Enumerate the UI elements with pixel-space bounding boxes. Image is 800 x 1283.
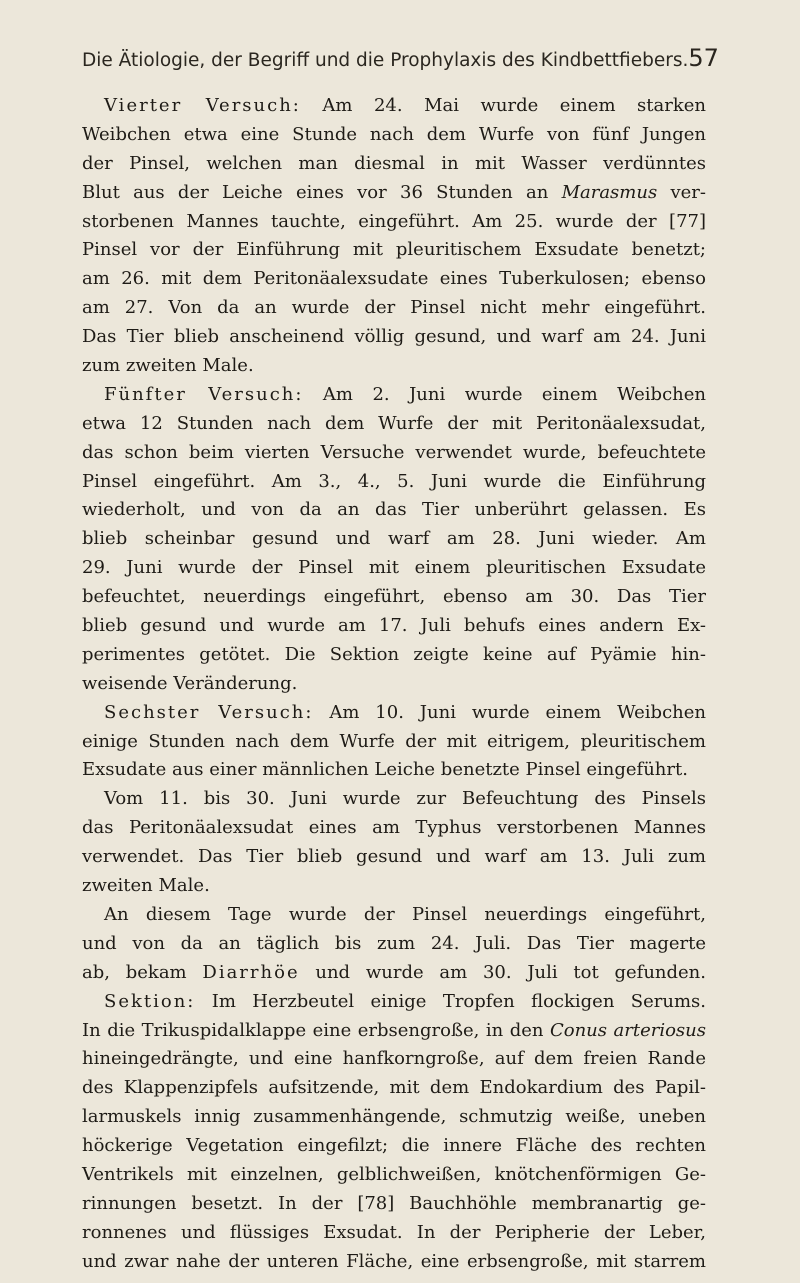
text-run: des Klappenzipfels aufsitzende, mit dem Endokardium des Papil-: [82, 1077, 706, 1099]
text-line: [82, 1017, 706, 1046]
text-line: [82, 121, 706, 150]
running-title: Die Ätiologie, der Begriff und die Prophylaxis des Kindbettfiebers.: [82, 50, 689, 71]
text-line: [82, 92, 706, 121]
text-run: ver-: [657, 181, 706, 203]
text-line: [82, 583, 706, 612]
text-run: Ventrikels mit einzelnen, gelblichweißen, knötchenförmigen Ge-: [82, 1163, 706, 1185]
text-run: storbenen Mannes tauchte, eingeführt. Am 25. wurde der [77]: [82, 210, 706, 232]
text-line: [82, 1219, 706, 1248]
text-line: [82, 1103, 706, 1132]
text-run: Das Tier blieb anscheinend völlig gesund, und warf am 24. Juni: [82, 326, 706, 348]
text-line: [82, 785, 706, 814]
text-run: wiederholt, und von da an das Tier unberührt gelassen. Es: [82, 499, 706, 521]
italic-term: Conus arteriosus: [549, 1019, 706, 1041]
text-run: am 26. mit dem Peritonäalexsudate eines Tuberkulosen; ebenso: [82, 268, 706, 290]
text-line: [82, 699, 706, 728]
running-header: [82, 44, 719, 72]
text-line: [82, 1045, 706, 1074]
text-run: blieb scheinbar gesund und warf am 28. Juni wieder. Am: [82, 528, 706, 550]
text-run: Pinsel vor der Einführung mit pleuritischem Exsudate benetzt;: [82, 239, 706, 261]
text-line: [82, 756, 706, 785]
italic-term: Marasmus: [561, 181, 658, 203]
text-line: [82, 352, 706, 381]
text-run: Weibchen etwa eine Stunde nach dem Wurfe von fünf Jungen: [82, 123, 706, 145]
text-line: [82, 265, 706, 294]
text-run: zweiten Male.: [82, 875, 210, 897]
text-line: [82, 1161, 706, 1190]
text-line: [82, 294, 706, 323]
text-run: und zwar nahe der unteren Fläche, eine erbsengroße, mit starrem: [82, 1250, 706, 1272]
text-run: An diesem Tage wurde der Pinsel neuerdings eingeführt,: [104, 903, 706, 925]
text-line: [82, 612, 706, 641]
text-run: weisende Veränderung.: [82, 672, 298, 694]
spaced-term: Sektion:: [104, 990, 196, 1012]
text-line: [82, 236, 706, 265]
page-number: 57: [688, 44, 719, 72]
text-line: [82, 496, 706, 525]
text-line: [82, 959, 706, 988]
spaced-term: Sechster Versuch:: [104, 701, 314, 723]
body-text: [82, 92, 706, 1277]
text-line: [82, 872, 706, 901]
text-run: Im Herzbeutel einige Tropfen flockigen Serums.: [195, 990, 706, 1012]
text-run: befeuchtet, neuerdings eingeführt, ebenso am 30. Das Tier: [82, 586, 706, 608]
text-run: hineingedrängte, und eine hanfkorngroße, auf dem freien Rande: [82, 1048, 706, 1070]
text-run: rinnungen besetzt. In der [78] Bauchhöhle membranartig ge-: [82, 1192, 706, 1214]
text-line: [82, 670, 706, 699]
text-line: [82, 323, 706, 352]
text-line: [82, 381, 706, 410]
text-run: Vom 11. bis 30. Juni wurde zur Befeuchtung des Pinsels: [104, 788, 706, 810]
text-line: [82, 1248, 706, 1277]
text-run: am 27. Von da an wurde der Pinsel nicht mehr eingeführt.: [82, 297, 706, 319]
text-run: das schon beim vierten Versuche verwendet wurde, befeuchtete: [82, 441, 706, 463]
text-line: [82, 1190, 706, 1219]
text-run: und wurde am 30. Juli tot gefunden.: [299, 961, 706, 983]
spaced-term: Diarrhöe: [202, 961, 300, 983]
text-line: [82, 150, 706, 179]
text-line: [82, 930, 706, 959]
text-line: [82, 728, 706, 757]
text-line: [82, 410, 706, 439]
text-run: Am 10. Juni wurde einem Weibchen: [313, 701, 706, 723]
text-run: einige Stunden nach dem Wurfe der mit eitrigem, pleuritischem: [82, 730, 706, 752]
text-run: 29. Juni wurde der Pinsel mit einem pleuritischen Exsudate: [82, 557, 706, 579]
text-run: Pinsel eingeführt. Am 3., 4., 5. Juni wurde die Einführung: [82, 470, 706, 492]
text-run: ab, bekam: [82, 961, 203, 983]
text-run: Am 24. Mai wurde einem starken: [300, 95, 706, 116]
spaced-term: Vierter Versuch:: [104, 95, 301, 116]
text-run: larmuskels innig zusammenhängende, schmutzig weiße, uneben: [82, 1106, 706, 1128]
spaced-term: Fünfter Versuch:: [104, 383, 304, 405]
text-line: [82, 468, 706, 497]
text-line: [82, 843, 706, 872]
text-run: der Pinsel, welchen man diesmal in mit Wasser verdünntes: [82, 152, 706, 174]
text-run: das Peritonäalexsudat eines am Typhus verstorbenen Mannes: [82, 817, 706, 839]
text-line: [82, 179, 706, 208]
text-run: perimentes getötet. Die Sektion zeigte keine auf Pyämie hin-: [82, 643, 706, 665]
text-line: [82, 988, 706, 1017]
text-line: [82, 814, 706, 843]
text-line: [82, 208, 706, 237]
text-run: und von da an täglich bis zum 24. Juli. Das Tier magerte: [82, 932, 706, 954]
text-run: Am 2. Juni wurde einem Weibchen: [303, 383, 706, 405]
text-line: [82, 901, 706, 930]
text-run: Exsudate aus einer männlichen Leiche benetzte Pinsel eingeführt.: [82, 759, 688, 781]
text-run: blieb gesund und wurde am 17. Juli behufs eines andern Ex-: [82, 615, 706, 637]
text-line: [82, 439, 706, 468]
text-run: In die Trikuspidalklappe eine erbsengroße, in den: [82, 1019, 550, 1041]
text-run: ronnenes und flüssiges Exsudat. In der Peripherie der Leber,: [82, 1221, 706, 1243]
text-run: etwa 12 Stunden nach dem Wurfe der mit Peritonäalexsudat,: [82, 412, 706, 434]
text-run: verwendet. Das Tier blieb gesund und warf am 13. Juli zum: [82, 846, 706, 868]
text-line: [82, 554, 706, 583]
text-run: höckerige Vegetation eingefilzt; die innere Fläche des rechten: [82, 1135, 706, 1157]
text-line: [82, 1074, 706, 1103]
text-run: zum zweiten Male.: [82, 355, 254, 377]
text-line: [82, 641, 706, 670]
text-line: [82, 525, 706, 554]
text-run: Blut aus der Leiche eines vor 36 Stunden an: [82, 181, 562, 203]
text-line: [82, 1132, 706, 1161]
